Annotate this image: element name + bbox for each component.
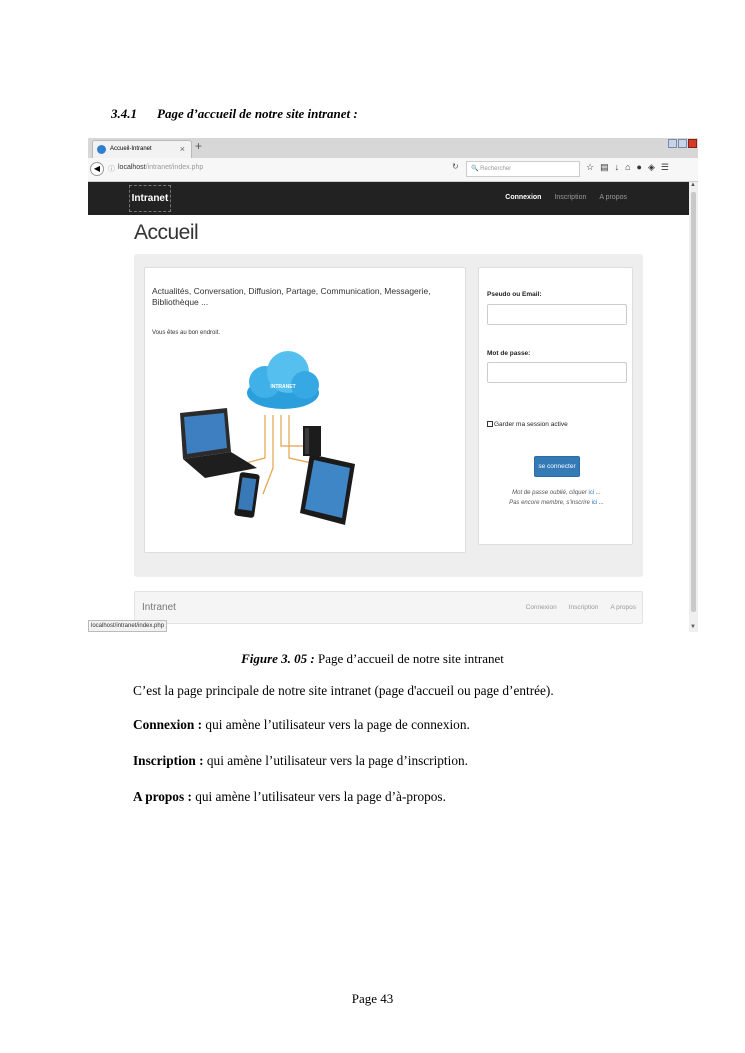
footer-connexion[interactable]: Connexion	[525, 604, 557, 611]
remember-label: Garder ma session active	[494, 421, 568, 428]
search-placeholder: Rechercher	[480, 166, 512, 172]
lead-text: Actualités, Conversation, Diffusion, Partage, Communication, Messagerie, Bibliothèque ...	[152, 286, 431, 307]
apropos-paragraph	[133, 789, 446, 805]
caption-text: Page d’accueil de notre site intranet	[318, 651, 504, 666]
register-link[interactable]: ici	[591, 500, 598, 506]
cloud-icon	[247, 351, 319, 409]
forgot-link[interactable]: ici	[588, 490, 595, 496]
browser-search-input[interactable]: 🔍 Rechercher	[466, 161, 580, 177]
router-icon	[303, 426, 321, 456]
intranet-illustration	[145, 268, 467, 554]
section-title: Page d’accueil de notre site intranet :	[157, 106, 358, 121]
apropos-term: A propos :	[133, 789, 192, 804]
browser-tab[interactable]	[92, 140, 192, 158]
tablet-icon	[300, 454, 355, 525]
inscription-desc: qui amène l’utilisateur vers la page d’inscription.	[206, 753, 468, 768]
close-tab-icon[interactable]: ×	[179, 144, 185, 154]
menu-icon[interactable]: ☰	[660, 162, 669, 172]
window-controls	[668, 139, 697, 148]
connexion-term: Connexion :	[133, 717, 203, 732]
register-ellipsis: ...	[598, 500, 604, 506]
remember-checkbox[interactable]	[487, 421, 493, 427]
reading-list-icon[interactable]: ▤	[600, 162, 609, 172]
password-input[interactable]	[487, 362, 627, 383]
cloud-label: INTRANET	[270, 384, 296, 390]
star-icon[interactable]: ☆	[586, 162, 595, 172]
connexion-desc: qui amène l’utilisateur vers la page de connexion.	[205, 717, 470, 732]
caption-label: Figure 3. 05 :	[241, 651, 315, 666]
scrollbar[interactable]	[689, 182, 698, 632]
maximize-icon[interactable]	[678, 139, 687, 148]
intro-paragraph: C’est la page principale de notre site intranet (page d'accueil ou page d’entrée).	[133, 683, 554, 698]
pseudo-label: Pseudo ou Email:	[487, 291, 542, 298]
section-heading	[111, 106, 358, 122]
laptop-icon	[180, 408, 257, 478]
forgot-password-line	[479, 490, 634, 496]
url-path: /intranet/index.php	[145, 164, 204, 171]
tab-strip	[88, 138, 698, 158]
download-icon[interactable]: ↓	[614, 162, 620, 172]
scrollbar-thumb[interactable]	[691, 192, 696, 612]
register-line	[479, 500, 634, 506]
page-number: Page 43	[351, 991, 394, 1006]
connexion-paragraph	[133, 717, 470, 733]
register-text: Pas encore membre, s'inscrire	[509, 500, 590, 506]
site-brand[interactable]: Intranet	[129, 185, 171, 212]
footer-a-propos[interactable]: A propos	[610, 604, 636, 611]
page-title: Accueil	[134, 221, 199, 244]
favicon-icon	[97, 145, 106, 154]
password-label: Mot de passe:	[487, 350, 531, 357]
inscription-term: Inscription :	[133, 753, 204, 768]
forgot-text: Mot de passe oublié, cliquer	[512, 490, 587, 496]
login-panel	[478, 267, 633, 545]
forgot-ellipsis: ...	[595, 490, 601, 496]
browser-screenshot	[88, 138, 698, 632]
reload-icon[interactable]: ↻	[452, 162, 459, 171]
footer-inscription[interactable]: Inscription	[568, 604, 599, 611]
info-icon[interactable]: ⓘ	[108, 166, 115, 173]
nav-inscription[interactable]: Inscription	[554, 194, 587, 201]
phone-icon	[234, 472, 260, 518]
nav-links	[505, 194, 627, 201]
scroll-up-icon[interactable]: ▲	[690, 182, 696, 188]
pocket-icon[interactable]: ●	[636, 162, 642, 172]
address-bar[interactable]	[118, 164, 203, 171]
welcome-text: Vous êtes au bon endroit.	[152, 330, 221, 336]
status-bar: localhost/intranet/index.php	[88, 620, 167, 632]
tab-title: Accueil-Intranet	[110, 146, 152, 152]
url-host: localhost	[118, 164, 146, 171]
site-footer	[134, 591, 643, 624]
toolbar-icons	[586, 162, 669, 173]
close-window-icon[interactable]	[688, 139, 697, 148]
remember-session[interactable]	[487, 421, 568, 428]
footer-brand[interactable]: Intranet	[142, 602, 176, 613]
nav-connexion[interactable]: Connexion	[505, 194, 542, 201]
site-navbar	[88, 182, 689, 215]
nav-a-propos[interactable]: A propos	[599, 194, 627, 201]
home-icon[interactable]: ⌂	[625, 162, 631, 172]
section-number: 3.4.1	[111, 106, 137, 121]
minimize-icon[interactable]	[668, 139, 677, 148]
pseudo-input[interactable]	[487, 304, 627, 325]
browser-toolbar	[88, 158, 698, 182]
shield-icon[interactable]: ◈	[647, 162, 655, 172]
new-tab-button[interactable]: +	[195, 139, 203, 153]
main-jumbotron	[134, 254, 643, 577]
footer-links	[526, 604, 636, 611]
scroll-down-icon[interactable]: ▼	[690, 624, 696, 630]
login-button[interactable]: se connecter	[534, 456, 580, 477]
apropos-desc: qui amène l’utilisateur vers la page d’à-propos.	[195, 789, 446, 804]
back-arrow-icon[interactable]: ◀	[90, 162, 104, 176]
inscription-paragraph	[133, 753, 468, 769]
intro-panel	[144, 267, 466, 553]
figure-caption	[0, 651, 745, 667]
